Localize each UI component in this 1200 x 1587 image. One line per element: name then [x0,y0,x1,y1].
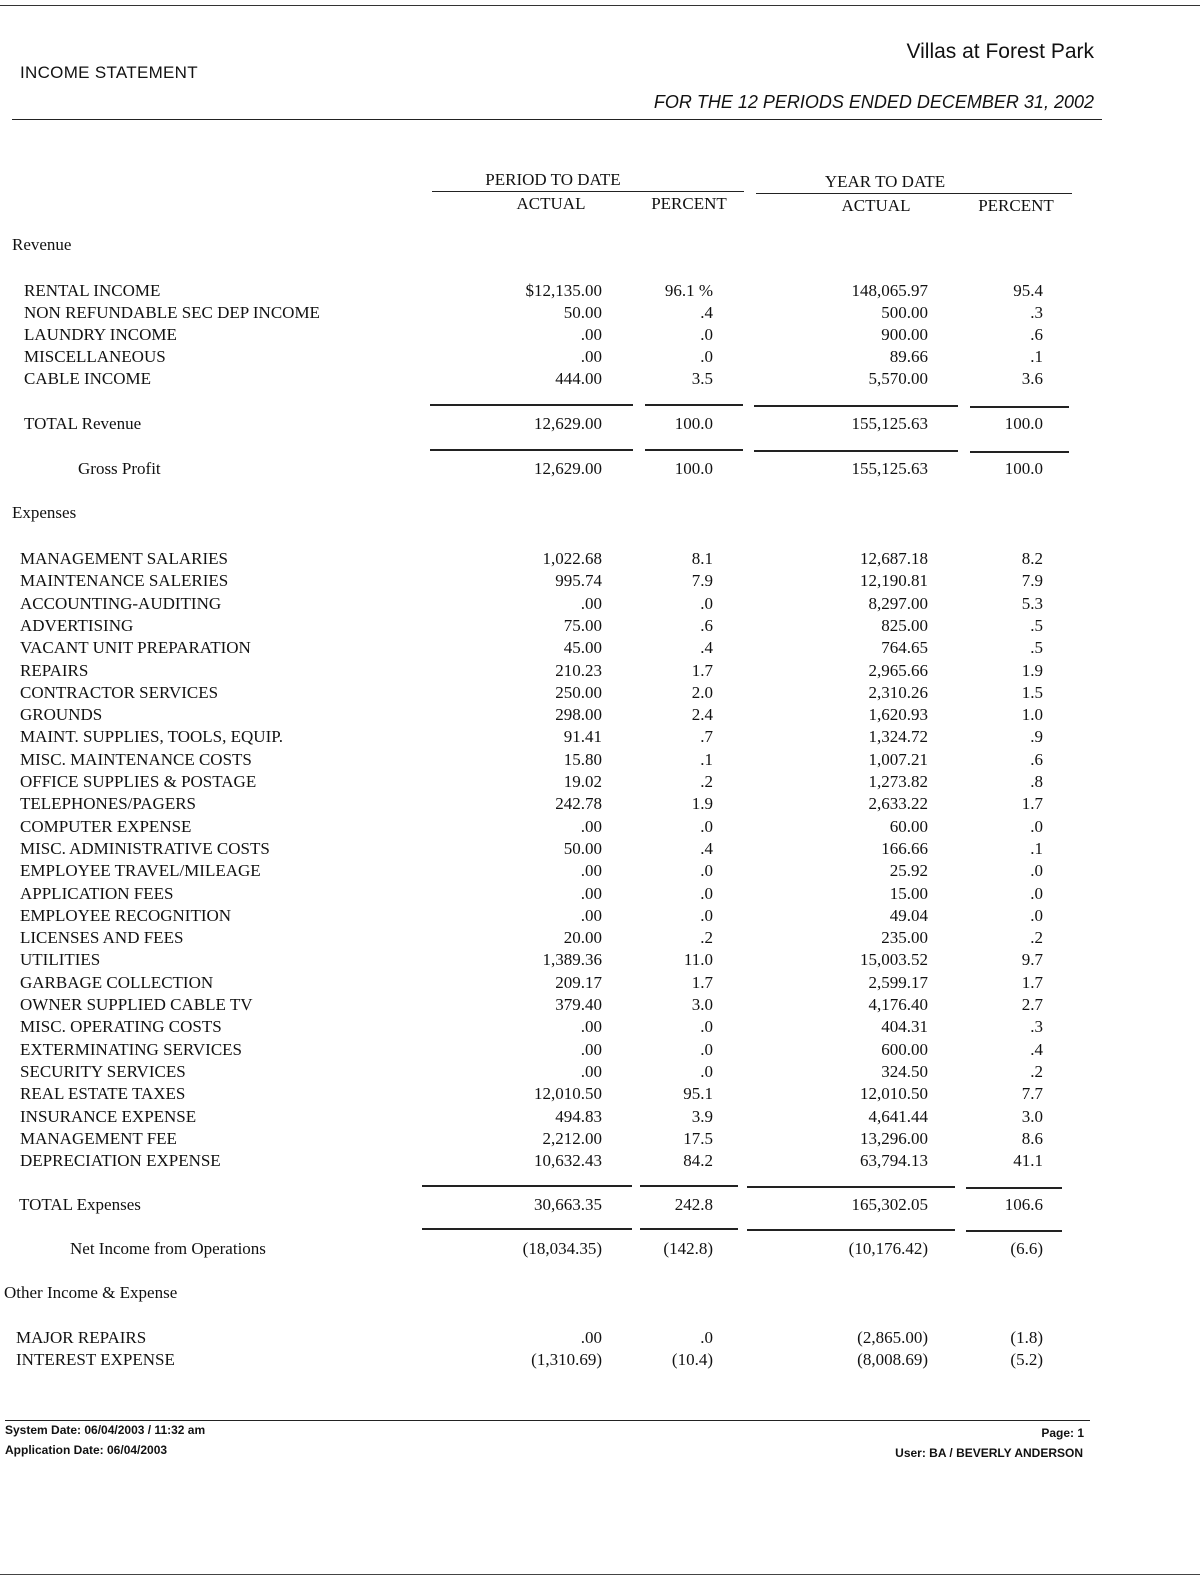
ptd-percent: .0 [700,1039,713,1059]
ytd-actual: 5,570.00 [868,369,928,388]
ytd-actual: 15.00 [889,883,928,903]
company-name: Villas at Forest Park [906,40,1094,63]
ptd-actual: .00 [580,883,602,903]
row-label: MISCELLANEOUS [24,347,166,366]
ptd-percent: .6 [700,615,713,635]
ptd-percent: .0 [700,593,713,613]
total-expenses-row [0,1195,1200,1217]
ptd-actual: 1,389.36 [542,950,602,970]
ptd-actual: .00 [580,816,602,836]
ptd-percent: .4 [700,303,713,322]
ptd-actual: 91.41 [563,727,602,747]
other-income-heading: Other Income & Expense [4,1283,178,1302]
line-item-row [0,1107,1200,1129]
ptd-percent: 96.1 % [664,281,713,300]
ptd-actual: .00 [580,861,602,881]
expenses-total-rule [966,1187,1062,1189]
ptd-percent: (142.8) [663,1239,713,1258]
ptd-percent: 7.9 [691,571,713,591]
row-label: COMPUTER EXPENSE [20,816,192,836]
ytd-percent: (5.2) [1010,1350,1043,1369]
ptd-actual: 379.40 [555,995,602,1014]
ptd-percent: 242.8 [674,1195,713,1214]
ytd-actual: (2,865.00) [857,1328,928,1347]
ytd-actual: 89.66 [889,347,928,366]
row-label: APPLICATION FEES [20,883,174,903]
report-title: INCOME STATEMENT [20,63,198,82]
row-label: MAJOR REPAIRS [16,1328,147,1347]
net-income-rule [966,1230,1062,1232]
ptd-percent: .1 [700,749,713,769]
ptd-percent: .7 [700,727,713,747]
ytd-actual: 13,296.00 [860,1128,928,1148]
row-label: EMPLOYEE RECOGNITION [20,905,232,925]
ytd-actual: 165,302.05 [851,1195,928,1214]
row-label: OWNER SUPPLIED CABLE TV [20,995,253,1014]
line-item-row [0,772,1200,794]
expenses-total-rule [747,1186,955,1188]
row-label: REAL ESTATE TAXES [20,1084,186,1104]
ytd-actual: 2,965.66 [868,660,928,680]
row-label: MISC. ADMINISTRATIVE COSTS [20,838,270,858]
row-label: ACCOUNTING-AUDITING [20,593,222,613]
line-item-row [0,369,1200,391]
ytd-actual: 155,125.63 [851,459,928,478]
net-income-rule [422,1228,632,1230]
ytd-percent: .0 [1030,905,1043,925]
row-label: Gross Profit [78,459,161,478]
ytd-percent: .1 [1030,838,1043,858]
ytd-actual: 2,310.26 [868,682,928,702]
ytd-actual: 1,273.82 [868,772,928,791]
ptd-actual: .00 [580,593,602,613]
line-item-row [0,705,1200,727]
ytd-actual: 764.65 [881,638,928,658]
ytd-percent: .9 [1030,727,1043,747]
ptd-percent: .0 [700,1061,713,1081]
ptd-actual: $12,135.00 [525,281,602,300]
row-label: GROUNDS [20,705,103,725]
line-item-row [0,884,1200,906]
ytd-actual: 63,794.13 [860,1151,928,1171]
ytd-percent: 1.7 [1021,794,1043,814]
ytd-actual: 49.04 [889,905,928,925]
net-income-rule [640,1228,738,1230]
ptd-actual: 444.00 [555,369,602,388]
ptd-percent: 1.7 [691,972,713,992]
row-label: UTILITIES [20,950,101,970]
year-to-date-rule [756,193,1072,194]
total-revenue-row [0,414,1200,436]
ytd-percent: (1.8) [1010,1328,1043,1347]
ytd-actual: 500.00 [881,303,928,322]
line-item-row [0,303,1200,325]
line-item-row [0,928,1200,950]
ptd-percent: .4 [700,838,713,858]
ptd-percent-header: PERCENT [651,194,727,213]
line-item-row [0,727,1200,749]
line-item-row [0,683,1200,705]
line-item-row [0,347,1200,369]
ptd-actual: 45.00 [563,638,602,658]
row-label: CABLE INCOME [24,369,152,388]
line-item-row [0,661,1200,683]
ytd-percent: 8.6 [1021,1128,1043,1148]
ytd-percent: 2.7 [1021,995,1043,1014]
ptd-percent: 3.0 [691,995,713,1014]
ptd-percent: 8.1 [691,549,713,568]
ptd-percent: .0 [700,347,713,366]
ytd-actual: 324.50 [881,1061,928,1081]
ptd-percent: 100.0 [674,459,713,478]
ytd-percent: .4 [1030,1039,1043,1059]
ytd-actual: 600.00 [881,1039,928,1059]
gross-profit-rule [754,450,958,452]
line-item-row [0,1062,1200,1084]
ytd-actual: 4,641.44 [868,1106,928,1126]
row-label: Net Income from Operations [70,1239,266,1258]
revenue-heading: Revenue [12,235,72,254]
ptd-percent: .0 [700,1017,713,1037]
gross-profit-rule [645,449,743,451]
line-item-row [0,750,1200,772]
net-income-row [0,1239,1200,1261]
row-label: TOTAL Revenue [24,414,142,433]
ptd-percent: 84.2 [683,1151,713,1171]
line-item-row [0,1350,1200,1372]
row-label: MANAGEMENT FEE [20,1128,177,1148]
period-to-date-header: PERIOD TO DATE [485,170,621,189]
line-item-row [0,817,1200,839]
ytd-actual: 166.66 [881,838,928,858]
ptd-actual: 12,629.00 [534,414,602,433]
ptd-actual: .00 [580,1017,602,1037]
ytd-percent: 3.6 [1021,369,1043,388]
header-divider [12,119,1102,120]
ytd-percent: .2 [1030,1061,1043,1081]
ptd-actual: 15.80 [563,749,602,769]
ytd-percent: 7.9 [1021,571,1043,591]
gross-profit-rule [430,449,633,451]
ytd-actual: (10,176.42) [848,1239,928,1258]
row-label: MISC. MAINTENANCE COSTS [20,749,252,769]
ptd-actual: 298.00 [555,705,602,725]
ytd-actual: 1,620.93 [868,705,928,725]
ytd-percent: (6.6) [1010,1239,1043,1258]
ptd-actual: 1,022.68 [542,549,602,568]
ptd-actual: 75.00 [563,615,602,635]
revenue-total-rule [970,406,1069,408]
ptd-percent: 95.1 [683,1084,713,1104]
ptd-actual: .00 [580,1328,602,1347]
row-label: REPAIRS [20,660,89,680]
ptd-percent: .0 [700,816,713,836]
period-to-date-rule [432,191,744,192]
ptd-actual: 50.00 [563,303,602,322]
row-label: INTEREST EXPENSE [16,1350,175,1369]
row-label: DEPRECIATION EXPENSE [20,1151,221,1171]
ptd-actual: 10,632.43 [534,1151,602,1171]
ptd-percent: .2 [700,772,713,791]
ptd-percent: 3.5 [691,369,713,388]
ptd-percent: 17.5 [683,1128,713,1148]
ytd-percent: .0 [1030,861,1043,881]
row-label: VACANT UNIT PREPARATION [20,638,251,658]
row-label: LICENSES AND FEES [20,928,184,948]
ytd-actual: 25.92 [889,861,928,881]
report-period: FOR THE 12 PERIODS ENDED DECEMBER 31, 2002 [653,92,1094,112]
ptd-actual: 250.00 [555,682,602,702]
ytd-percent: 95.4 [1013,281,1043,300]
application-date: Application Date: 06/04/2003 [5,1443,168,1457]
ytd-actual: 155,125.63 [851,414,928,433]
ptd-actual: 30,663.35 [534,1195,602,1214]
line-item-row [0,1151,1200,1173]
ytd-actual: 2,599.17 [868,972,928,992]
line-item-row [0,906,1200,928]
row-label: MAINT. SUPPLIES, TOOLS, EQUIP. [20,727,284,747]
ptd-actual: .00 [580,1061,602,1081]
ptd-percent: .0 [700,325,713,344]
row-label: ADVERTISING [20,615,134,635]
line-item-row [0,794,1200,816]
revenue-total-rule [430,404,633,406]
ptd-actual: .00 [580,347,602,366]
ptd-percent: 100.0 [674,414,713,433]
expenses-total-rule [640,1185,738,1187]
ytd-actual: 825.00 [881,615,928,635]
ytd-percent: .3 [1030,1017,1043,1037]
ytd-actual: 12,190.81 [860,571,928,591]
ytd-percent: .5 [1030,615,1043,635]
ptd-percent: (10.4) [671,1350,713,1369]
ptd-actual: 20.00 [563,928,602,948]
line-item-row [0,571,1200,593]
row-label: EMPLOYEE TRAVEL/MILEAGE [20,861,261,881]
ytd-percent: 100.0 [1004,459,1043,478]
row-label: TELEPHONES/PAGERS [20,794,197,814]
ytd-actual: 148,065.97 [851,281,928,300]
ytd-percent: .6 [1030,325,1043,344]
ytd-actual: 404.31 [881,1017,928,1037]
ytd-percent: 9.7 [1021,950,1043,970]
ptd-percent: .0 [700,905,713,925]
bottom-rule [0,1574,1200,1575]
row-label: INSURANCE EXPENSE [20,1106,197,1126]
ytd-actual: 4,176.40 [868,995,928,1014]
ptd-actual-header: ACTUAL [516,194,586,213]
row-label: GARBAGE COLLECTION [20,972,214,992]
ytd-actual: 60.00 [889,816,928,836]
revenue-total-rule [754,405,958,407]
ptd-percent: 1.9 [691,794,713,814]
line-item-row [0,281,1200,303]
ptd-percent: 2.4 [691,705,713,725]
ytd-percent: 7.7 [1021,1084,1043,1104]
ytd-actual: 1,324.72 [868,727,928,747]
row-label: OFFICE SUPPLIES & POSTAGE [20,772,257,791]
ytd-percent: 5.3 [1021,593,1043,613]
ptd-actual: 2,212.00 [542,1128,602,1148]
line-item-row [0,616,1200,638]
ytd-actual: (8,008.69) [857,1350,928,1369]
ytd-percent: 1.5 [1021,682,1043,702]
ytd-actual: 235.00 [881,928,928,948]
line-item-row [0,594,1200,616]
ptd-actual: .00 [580,1039,602,1059]
ptd-actual: 19.02 [563,772,602,791]
ptd-percent: .2 [700,928,713,948]
ytd-percent: .6 [1030,749,1043,769]
expenses-total-rule [422,1185,632,1187]
line-item-row [0,1129,1200,1151]
line-item-row [0,549,1200,571]
ytd-percent-header: PERCENT [978,196,1054,215]
ptd-actual: (1,310.69) [531,1350,602,1369]
line-item-row [0,1084,1200,1106]
ptd-actual: (18,034.35) [522,1239,602,1258]
ptd-percent: 11.0 [683,950,713,970]
row-label: RENTAL INCOME [24,281,161,300]
ptd-actual: 50.00 [563,838,602,858]
row-label: CONTRACTOR SERVICES [20,682,219,702]
ytd-actual: 1,007.21 [868,749,928,769]
ytd-percent: .1 [1030,347,1043,366]
ytd-percent: .8 [1030,772,1043,791]
ytd-actual: 15,003.52 [860,950,928,970]
ytd-percent: 1.9 [1021,660,1043,680]
ytd-actual: 12,687.18 [860,549,928,568]
revenue-total-rule [645,404,743,406]
top-rule [0,5,1200,6]
page-number: Page: 1 [1041,1426,1084,1440]
row-label: MISC. OPERATING COSTS [20,1017,222,1037]
line-item-row [0,1040,1200,1062]
ptd-percent: 2.0 [691,682,713,702]
ytd-percent: 41.1 [1013,1151,1043,1171]
ptd-actual: 210.23 [555,660,602,680]
ytd-actual: 2,633.22 [868,794,928,814]
line-item-row [0,950,1200,972]
line-item-row [0,861,1200,883]
row-label: MAINTENANCE SALERIES [20,571,229,591]
line-item-row [0,973,1200,995]
ytd-actual: 8,297.00 [868,593,928,613]
ptd-actual: 242.78 [555,794,602,814]
ytd-actual: 12,010.50 [860,1084,928,1104]
ptd-percent: .0 [700,883,713,903]
ytd-percent: 3.0 [1021,1106,1043,1126]
ptd-percent: 1.7 [691,660,713,680]
ytd-percent: 100.0 [1004,414,1043,433]
ytd-percent: .5 [1030,638,1043,658]
system-date: System Date: 06/04/2003 / 11:32 am [5,1423,206,1437]
ptd-actual: 12,010.50 [534,1084,602,1104]
ytd-percent: .2 [1030,928,1043,948]
gross-profit-rule [970,451,1069,453]
ytd-actual-header: ACTUAL [841,196,911,215]
ptd-percent: .4 [700,638,713,658]
row-label: SECURITY SERVICES [20,1061,186,1081]
ptd-actual: 995.74 [555,571,602,591]
expenses-heading: Expenses [12,503,77,522]
ptd-actual: 12,629.00 [534,459,602,478]
row-label: NON REFUNDABLE SEC DEP INCOME [24,303,320,322]
ptd-actual: .00 [580,325,602,344]
line-item-row [0,1328,1200,1350]
ptd-percent: .0 [700,1328,713,1347]
line-item-row [0,995,1200,1017]
line-item-row [0,325,1200,347]
net-income-rule [747,1229,955,1231]
ptd-percent: 3.9 [691,1106,713,1126]
ytd-percent: .3 [1030,303,1043,322]
line-item-row [0,638,1200,660]
row-label: LAUNDRY INCOME [24,325,177,344]
line-item-row [0,1017,1200,1039]
ytd-percent: 1.7 [1021,972,1043,992]
line-item-row [0,839,1200,861]
row-label: TOTAL Expenses [19,1195,141,1214]
year-to-date-header: YEAR TO DATE [824,172,946,191]
ptd-actual: .00 [580,905,602,925]
row-label: EXTERMINATING SERVICES [20,1039,242,1059]
ytd-percent: 106.6 [1004,1195,1043,1214]
row-label: MANAGEMENT SALARIES [20,549,228,568]
ytd-percent: .0 [1030,816,1043,836]
report-user: User: BA / BEVERLY ANDERSON [895,1446,1083,1460]
footer-rule [5,1420,1090,1421]
ytd-percent: .0 [1030,883,1043,903]
ptd-percent: .0 [700,861,713,881]
ytd-actual: 900.00 [881,325,928,344]
ytd-percent: 1.0 [1021,705,1043,725]
gross-profit-row [0,459,1200,481]
ytd-percent: 8.2 [1021,549,1043,568]
ptd-actual: 494.83 [555,1106,602,1126]
ptd-actual: 209.17 [555,972,602,992]
